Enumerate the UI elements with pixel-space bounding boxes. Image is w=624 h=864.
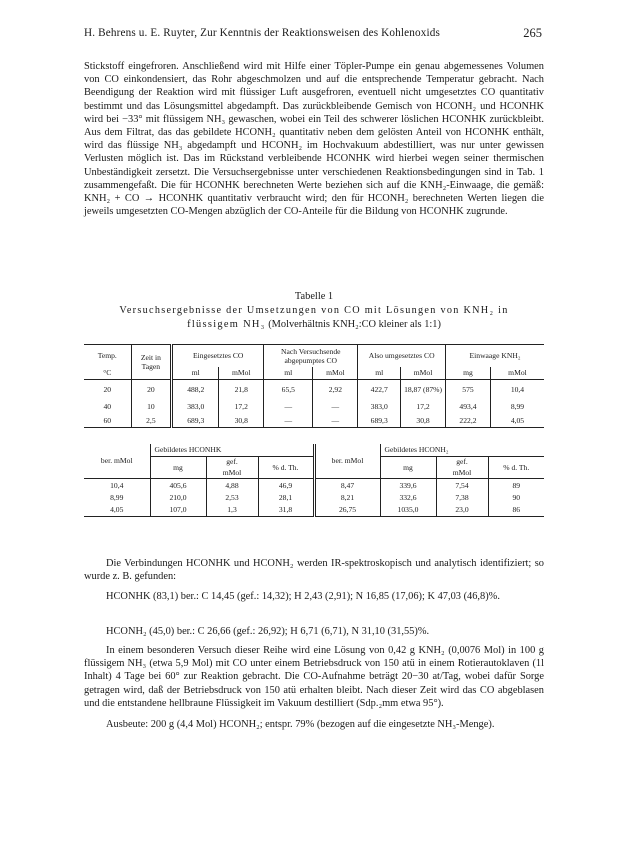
paragraph-identification: Die Verbindungen HCONHK und HCONH₂ werden IR-spektroskopisch und analytisch identifiziert; so wurde z. B. gefunden: — [84, 558, 544, 583]
cell: 689,3 — [358, 414, 401, 428]
cell: 18,87 (87%) — [401, 380, 446, 400]
subheader-mmol: mMol — [490, 367, 544, 380]
header-temp-unit: °C — [103, 368, 112, 378]
paragraph-experimental: Stickstoff eingefroren. Anschließend wird mit Hilfe einer Töpler-Pumpe ein genau abgemessenes Volumen von CO einkondensiert, das Rohr abgeschmolzen und auf die entsprechende Temperatur gebracht. Nach Beendigung der Reaktion wird mit flüssiger Luft ausgefroren, eventuell nicht umgesetztes CO quantitativ bestimmt und das Lösungsmittel abgedampft. Das zurückbleibende Gemisch von HCONH₂ und HCONHK wird bei −33° mit flüssigem NH₃ gewaschen, wobei ein Teil des schwerer löslichen HCONHK zurückbleibt. Aus dem Filtrat, das das gebildete HCONH₂ quantitativ neben dem gelösten Anteil von HCONHK enthält, wird das flüssige NH₃ abgedampft und HCONH₂ im Hochvakuum abdestilliert, was nur unter gewissen Verlusten möglich ist. Das im Rückstand verbleibende HCONHK wird hierbei wegen seiner thermischen Unbeständigkeit zersetzt. Die Versuchsergebnisse unter verschiedenen Reaktionsbedingungen sind in Tab. 1 zusammengefaßt. Die für HCONHK berechneten Werte beziehen sich auf die KNH₂-Einwaage, die gemäß: KNH₂ + CO → HCONHK quantitativ verbraucht wird; den für HCONH₂ berechneten Werten liegen die jeweils umgesetzten CO-Mengen abzüglich der CO-Anteile für die Bildung von HCONHK zugrunde. — [84, 61, 544, 218]
header-zeit: Zeit in Tagen — [131, 345, 172, 380]
cell: 89 — [488, 478, 544, 492]
cell: 2,53 — [206, 492, 258, 503]
cell: 46,9 — [258, 478, 314, 492]
table-caption-line-2 — [84, 318, 544, 331]
cell: — — [264, 414, 313, 428]
header-eingesetzt: Eingesetztes CO — [172, 345, 264, 367]
cell: 405,6 — [150, 478, 206, 492]
subheader-ml: ml — [264, 367, 313, 380]
table-caption-rest: (Molverhältnis KNH₂:CO kleiner als 1:1) — [265, 319, 441, 330]
cell: 107,0 — [150, 503, 206, 516]
cell: 26,75 — [314, 503, 380, 516]
subheader-mmol: mMol — [313, 367, 358, 380]
table-row — [84, 478, 544, 492]
cell: 383,0 — [172, 400, 219, 414]
cell: 2,92 — [313, 380, 358, 400]
subheader-mg: mg — [150, 456, 206, 478]
paragraph-yield: Ausbeute: 200 g (4,4 Mol) HCONH₂; entspr. 79% (bezogen auf die eingesetzte NH₃-Menge). — [106, 719, 495, 730]
cell: 90 — [488, 492, 544, 503]
running-title: H. Behrens u. E. Ruyter, Zur Kenntnis der Reaktionsweisen des Kohlenoxids — [84, 27, 441, 39]
subheader-ml: ml — [358, 367, 401, 380]
subheader-mmol: mMol — [206, 467, 258, 478]
results-table-part-2 — [84, 444, 544, 517]
cell: 1035,0 — [380, 503, 436, 516]
cell: 8,47 — [314, 478, 380, 492]
cell: 7,54 — [436, 478, 488, 492]
cell: 10 — [131, 400, 172, 414]
cell: 28,1 — [258, 492, 314, 503]
table-label: Tabelle 1 — [294, 291, 334, 302]
cell: 332,6 — [380, 492, 436, 503]
cell: 1,3 — [206, 503, 258, 516]
cell: 7,38 — [436, 492, 488, 503]
cell: 8,99 — [110, 493, 124, 502]
subheader-mg: mg — [446, 367, 491, 380]
cell: 60 — [103, 415, 112, 425]
subheader-pct: % d. Th. — [258, 456, 314, 478]
cell: 493,4 — [446, 400, 491, 414]
table-caption-line-1: Versuchsergebnisse der Umsetzungen von CO mit Lösungen von KNH₂ in — [119, 305, 509, 316]
cell: 86 — [488, 503, 544, 516]
page-number: 265 — [523, 26, 542, 40]
cell: 422,7 — [358, 380, 401, 400]
running-header — [84, 27, 542, 43]
cell: 4,88 — [206, 478, 258, 492]
cell: 8,99 — [490, 400, 544, 414]
paragraph-analysis-hconh2: HCONH₂ (45,0) ber.: C 26,66 (gef.: 26,92); H 6,71 (6,71), N 31,10 (31,55)%. — [106, 626, 430, 637]
table-row — [84, 414, 544, 428]
subheader-mg: mg — [380, 456, 436, 478]
table-row — [84, 503, 544, 516]
cell: — — [264, 400, 313, 414]
cell: 339,6 — [380, 478, 436, 492]
cell: — — [313, 400, 358, 414]
results-table-part-1 — [84, 344, 544, 428]
header-ber-mmol-hconh2: ber. mMol — [314, 444, 380, 478]
cell: 20 — [103, 385, 112, 395]
cell: 488,2 — [172, 380, 219, 400]
cell: 4,05 — [110, 504, 124, 514]
cell: 30,8 — [219, 414, 264, 428]
cell: 222,2 — [446, 414, 491, 428]
table-row — [84, 492, 544, 503]
subheader-gef: gef. — [436, 456, 488, 467]
paragraph-analysis-hconhk: HCONHK (83,1) ber.: C 14,45 (gef.: 14,32); H 2,43 (2,91); N 16,85 (17,06); K 47,03 (46,8)%. — [106, 591, 500, 602]
cell: 210,0 — [150, 492, 206, 503]
cell: 40 — [103, 402, 112, 411]
table-row — [84, 400, 544, 414]
header-umgesetzt: Also umgesetztes CO — [358, 345, 446, 367]
subheader-mmol: mMol — [436, 467, 488, 478]
header-einwaage: Einwaage KNH₂ — [446, 345, 544, 367]
header-ber-mmol-hconhk: ber. mMol — [100, 456, 133, 466]
cell: 17,2 — [219, 400, 264, 414]
cell: 575 — [446, 380, 491, 400]
table-row — [84, 380, 544, 400]
subheader-pct: % d. Th. — [488, 456, 544, 478]
cell: 65,5 — [264, 380, 313, 400]
subheader-ml: ml — [172, 367, 219, 380]
cell: 2,5 — [131, 414, 172, 428]
cell: 10,4 — [490, 380, 544, 400]
header-temp: Temp. — [97, 351, 117, 361]
paragraph-autoclave-experiment: In einem besonderen Versuch dieser Reihe wird eine Lösung von 0,42 g KNH₂ (0,0076 Mol) in 100 g flüssigem NH₃ (etwa 5,9 Mol) mit CO unter einem Betriebsdruck von 150 atü in einem Rotierautoklaven (1l Inhalt) 4 Tage bei 60° zur Reaktion gebracht. Die CO-Aufnahme beträgt 20−30 at/Tag, wobei dafür Sorge getragen wird, daß der Betriebsdruck von 150 atü erhalten bleibt. Nach dieser Zeit wird das CO abgeblasen und die entstandene hellbraune Flüssigkeit im Vakuum destilliert (Sdp.₂mm etwa 95°). — [84, 645, 544, 709]
cell: 383,0 — [358, 400, 401, 414]
cell: 31,8 — [258, 503, 314, 516]
header-abgepumpt: Nach Versuchsende abgepumptes CO — [264, 345, 358, 367]
cell: 8,21 — [314, 492, 380, 503]
cell: 4,05 — [490, 414, 544, 428]
cell: 10,4 — [110, 480, 124, 490]
cell: — — [313, 414, 358, 428]
cell: 689,3 — [172, 414, 219, 428]
header-hconh2: Gebildetes HCONH₂ — [380, 444, 544, 456]
cell: 23,0 — [436, 503, 488, 516]
cell: 20 — [131, 380, 172, 400]
table-caption-spaced-text: flüssigem NH₃ — [187, 319, 266, 330]
subheader-mmol: mMol — [401, 367, 446, 380]
cell: 17,2 — [401, 400, 446, 414]
cell: 21,8 — [219, 380, 264, 400]
subheader-mmol: mMol — [219, 367, 264, 380]
subheader-gef: gef. — [206, 456, 258, 467]
cell: 30,8 — [401, 414, 446, 428]
header-hconhk: Gebildetes HCONHK — [150, 444, 314, 456]
